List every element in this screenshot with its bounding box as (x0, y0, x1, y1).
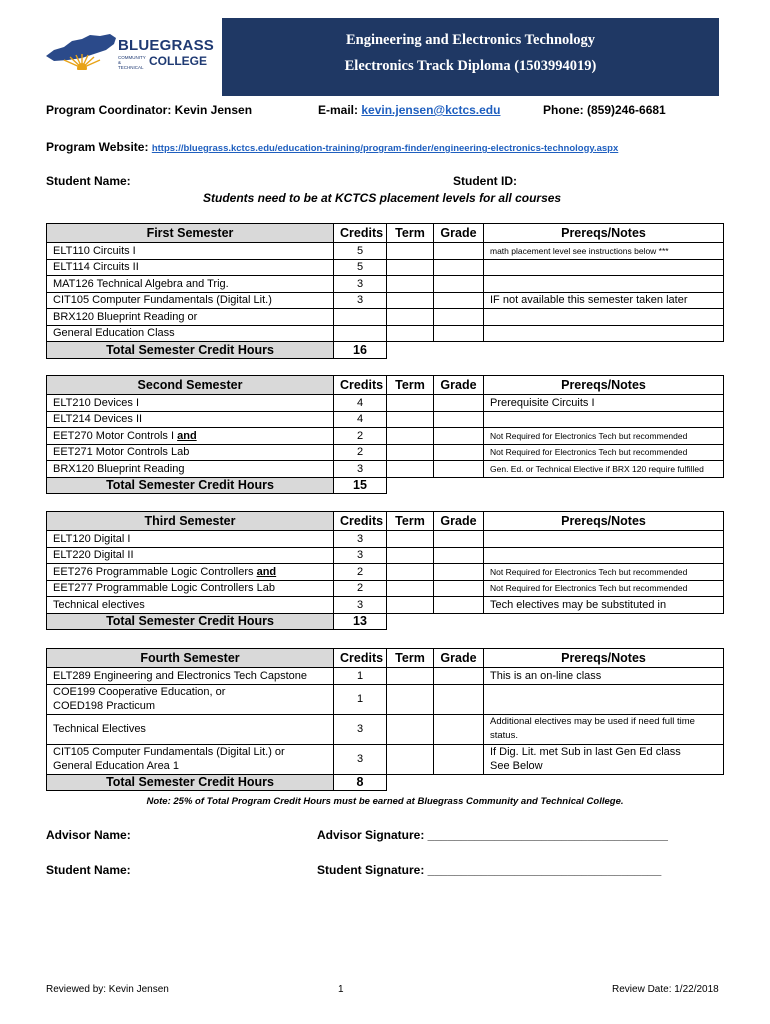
course-name (47, 668, 334, 685)
phone-number: Phone: (859)246-6681 (543, 103, 666, 117)
term-cell (387, 292, 434, 309)
table-row (47, 292, 724, 309)
notes-cell (484, 744, 724, 774)
grade-cell (434, 292, 484, 309)
total-row (47, 477, 724, 494)
empty-cell (484, 613, 724, 630)
table-row (47, 276, 724, 293)
course-line: ELT210 Devices I (53, 396, 140, 409)
notes-header: Prereqs/Notes (484, 649, 724, 668)
table-row (47, 444, 724, 461)
credits-cell: 3 (334, 744, 387, 774)
page-number: 1 (338, 984, 344, 995)
credits-cell: 3 (334, 547, 387, 564)
semester-table (46, 375, 724, 494)
table-header-row (47, 376, 724, 395)
note-line: Prerequisite Circuits I (490, 396, 595, 409)
empty-cell (434, 342, 484, 359)
notes-cell (484, 564, 724, 581)
grade-cell (434, 243, 484, 260)
table-row (47, 309, 724, 326)
logo-name: BLUEGRASS (118, 37, 214, 54)
term-cell (387, 243, 434, 260)
email-row (318, 103, 500, 117)
total-credits: 15 (334, 477, 387, 494)
course-name (47, 411, 334, 428)
table-row (47, 243, 724, 260)
notes-cell (484, 292, 724, 309)
website-link[interactable]: https://bluegrass.kctcs.edu/education-training/program-finder/engineering-electronics-technology.aspx (151, 143, 619, 154)
course-name (47, 428, 334, 445)
semester-title: First Semester (47, 224, 334, 243)
course-name (47, 744, 334, 774)
reviewed-by: Reviewed by: Kevin Jensen (46, 984, 169, 995)
notes-cell (484, 411, 724, 428)
course-and-emphasis: and (256, 565, 277, 578)
total-credits: 16 (334, 342, 387, 359)
grade-cell (434, 259, 484, 276)
review-date: Review Date: 1/22/2018 (612, 984, 719, 995)
credits-cell: 3 (334, 461, 387, 478)
credits-cell: 2 (334, 580, 387, 597)
note-line: If Dig. Lit. met Sub in last Gen Ed class (490, 746, 681, 758)
notes-cell (484, 444, 724, 461)
total-row (47, 774, 724, 791)
course-name (47, 547, 334, 564)
total-label: Total Semester Credit Hours (47, 477, 334, 494)
term-cell (387, 564, 434, 581)
semester-table (46, 223, 724, 359)
notes-cell (484, 597, 724, 614)
course-line: ELT114 Circuits II (53, 261, 139, 274)
notes-cell (484, 684, 724, 714)
student-name-label: Student Name: (46, 174, 131, 188)
credits-cell: 3 (334, 292, 387, 309)
course-name (47, 684, 334, 714)
course-line: COE199 Cooperative Education, or (53, 686, 226, 698)
term-header: Term (387, 224, 434, 243)
empty-cell (434, 774, 484, 791)
credits-header: Credits (334, 376, 387, 395)
note-line: This is an on-line class (490, 669, 602, 682)
notes-cell (484, 714, 724, 744)
grade-header: Grade (434, 649, 484, 668)
term-cell (387, 411, 434, 428)
course-name (47, 325, 334, 342)
empty-cell (484, 774, 724, 791)
empty-cell (387, 774, 434, 791)
course-name (47, 531, 334, 548)
course-line-2: General Education Area 1 (53, 760, 179, 772)
credit-hours-footnote: Note: 25% of Total Program Credit Hours must be earned at Bluegrass Community and Technical College. (146, 796, 624, 807)
term-cell (387, 444, 434, 461)
table-row (47, 580, 724, 597)
grade-cell (434, 597, 484, 614)
grade-cell (434, 411, 484, 428)
credits-cell: 1 (334, 668, 387, 685)
course-name (47, 597, 334, 614)
course-name (47, 714, 334, 744)
table-row (47, 428, 724, 445)
note-line: Not Required for Electronics Tech but recommended (490, 583, 688, 594)
logo-college: COLLEGE (149, 54, 208, 68)
grade-cell (434, 668, 484, 685)
website-label: Program Website: (46, 140, 149, 154)
course-name (47, 276, 334, 293)
course-line: CIT105 Computer Fundamentals (Digital Lit.) or (53, 746, 285, 758)
credits-cell: 2 (334, 564, 387, 581)
notes-cell (484, 428, 724, 445)
term-cell (387, 325, 434, 342)
grade-cell (434, 461, 484, 478)
credits-cell (334, 309, 387, 326)
credits-header: Credits (334, 649, 387, 668)
notes-cell (484, 276, 724, 293)
course-line: Technical Electives (53, 723, 146, 735)
term-cell (387, 259, 434, 276)
notes-cell (484, 461, 724, 478)
table-header-row (47, 224, 724, 243)
term-cell (387, 668, 434, 685)
table-row (47, 684, 724, 714)
notes-cell (484, 325, 724, 342)
term-cell (387, 744, 434, 774)
program-coordinator: Program Coordinator: Kevin Jensen (46, 103, 253, 117)
note-line: Not Required for Electronics Tech but recommended (490, 566, 688, 577)
notes-cell (484, 259, 724, 276)
term-cell (387, 531, 434, 548)
grade-cell (434, 684, 484, 714)
credits-cell: 1 (334, 684, 387, 714)
grade-cell (434, 395, 484, 412)
course-line: Technical electives (53, 598, 145, 611)
table-row (47, 714, 724, 744)
grade-cell (434, 547, 484, 564)
course-name (47, 292, 334, 309)
credits-cell: 5 (334, 243, 387, 260)
table-row (47, 564, 724, 581)
credits-cell: 2 (334, 444, 387, 461)
table-row (47, 461, 724, 478)
semester-title: Second Semester (47, 376, 334, 395)
course-line: BRX120 Blueprint Reading or (53, 310, 198, 323)
term-header: Term (387, 512, 434, 531)
course-line: ELT120 Digital I (53, 532, 131, 545)
logo-subtitle: COMMUNITY & TECHNICAL (118, 55, 146, 70)
total-credits: 13 (334, 613, 387, 630)
table-row (47, 597, 724, 614)
student-name-field-label: Student Name: (46, 863, 131, 877)
table-row (47, 744, 724, 774)
course-line: ELT110 Circuits I (53, 244, 136, 257)
total-credits: 8 (334, 774, 387, 791)
grade-cell (434, 428, 484, 445)
total-label: Total Semester Credit Hours (47, 774, 334, 791)
total-label: Total Semester Credit Hours (47, 613, 334, 630)
note-line-2: See Below (490, 760, 543, 772)
table-row (47, 395, 724, 412)
course-name (47, 461, 334, 478)
notes-header: Prereqs/Notes (484, 224, 724, 243)
term-cell (387, 461, 434, 478)
term-cell (387, 580, 434, 597)
email-label: E-mail: (318, 103, 359, 117)
notes-cell (484, 668, 724, 685)
empty-cell (387, 613, 434, 630)
notes-header: Prereqs/Notes (484, 512, 724, 531)
student-id-label: Student ID: (453, 174, 517, 188)
credits-cell: 3 (334, 597, 387, 614)
advisor-signature-line: Advisor Signature: ____________________________________ (317, 828, 668, 842)
course-line: BRX120 Blueprint Reading (53, 462, 185, 475)
credits-cell: 4 (334, 395, 387, 412)
note-line: IF not available this semester taken later (490, 294, 688, 307)
note-line: Not Required for Electronics Tech but recommended (490, 447, 688, 458)
note-line: Tech electives may be substituted in (490, 598, 667, 611)
course-line: EET277 Programmable Logic Controllers Lab (53, 582, 275, 595)
term-cell (387, 395, 434, 412)
student-signature-line: Student Signature: ___________________________________ (317, 863, 662, 877)
grade-cell (434, 580, 484, 597)
credits-cell: 4 (334, 411, 387, 428)
note-line: Additional electives may be used if need full time status. (490, 716, 695, 741)
term-cell (387, 597, 434, 614)
note-line: Not Required for Electronics Tech but recommended (490, 430, 688, 441)
empty-cell (434, 613, 484, 630)
term-cell (387, 276, 434, 293)
credits-cell: 2 (334, 428, 387, 445)
course-line: General Education Class (53, 327, 175, 340)
website-row (46, 140, 618, 154)
grade-header: Grade (434, 512, 484, 531)
credits-cell (334, 325, 387, 342)
table-row (47, 325, 724, 342)
empty-cell (387, 477, 434, 494)
term-header: Term (387, 649, 434, 668)
total-label: Total Semester Credit Hours (47, 342, 334, 359)
notes-cell (484, 309, 724, 326)
table-row (47, 531, 724, 548)
course-name (47, 564, 334, 581)
course-name (47, 580, 334, 597)
course-name (47, 309, 334, 326)
table-row (47, 411, 724, 428)
term-cell (387, 714, 434, 744)
credits-header: Credits (334, 224, 387, 243)
course-line: EET276 Programmable Logic Controllers (53, 565, 257, 578)
advisor-name-label: Advisor Name: (46, 828, 131, 842)
credits-cell: 3 (334, 714, 387, 744)
course-name (47, 395, 334, 412)
credits-cell: 3 (334, 531, 387, 548)
course-line: ELT289 Engineering and Electronics Tech Capstone (53, 669, 307, 682)
note-line: Gen. Ed. or Technical Elective if BRX 120 require fulfilled (490, 463, 704, 474)
course-line: EET271 Motor Controls Lab (53, 446, 190, 459)
course-line-2: COED198 Practicum (53, 700, 156, 712)
note-line: math placement level see instructions below *** (490, 245, 669, 256)
course-line: EET270 Motor Controls I (53, 429, 178, 442)
college-logo (44, 30, 224, 74)
term-cell (387, 547, 434, 564)
term-cell (387, 428, 434, 445)
notes-cell (484, 580, 724, 597)
title-banner (222, 18, 719, 96)
grade-cell (434, 444, 484, 461)
kentucky-sunburst-icon (44, 30, 119, 70)
credits-header: Credits (334, 512, 387, 531)
empty-cell (484, 342, 724, 359)
notes-cell (484, 395, 724, 412)
semester-table (46, 511, 724, 630)
notes-cell (484, 531, 724, 548)
term-cell (387, 684, 434, 714)
grade-cell (434, 744, 484, 774)
table-row (47, 259, 724, 276)
grade-cell (434, 309, 484, 326)
program-title: Engineering and Electronics Technology (345, 32, 596, 48)
placement-note: Students need to be at KCTCS placement levels for all courses (203, 191, 562, 205)
empty-cell (484, 477, 724, 494)
semester-title: Fourth Semester (47, 649, 334, 668)
course-line: MAT126 Technical Algebra and Trig. (53, 277, 229, 290)
term-header: Term (387, 376, 434, 395)
table-header-row (47, 512, 724, 531)
course-line: ELT214 Devices II (53, 413, 143, 426)
credits-cell: 3 (334, 276, 387, 293)
semester-title: Third Semester (47, 512, 334, 531)
course-name (47, 259, 334, 276)
course-name (47, 444, 334, 461)
notes-header: Prereqs/Notes (484, 376, 724, 395)
course-and-emphasis: and (177, 429, 197, 442)
grade-cell (434, 325, 484, 342)
term-cell (387, 309, 434, 326)
grade-cell (434, 714, 484, 744)
table-header-row (47, 649, 724, 668)
grade-cell (434, 276, 484, 293)
email-link[interactable]: kevin.jensen@kctcs.edu (361, 103, 501, 117)
credits-cell: 5 (334, 259, 387, 276)
grade-header: Grade (434, 376, 484, 395)
total-row (47, 342, 724, 359)
table-row (47, 547, 724, 564)
notes-cell (484, 547, 724, 564)
course-line: CIT105 Computer Fundamentals (Digital Lit.) (53, 294, 272, 307)
course-name (47, 243, 334, 260)
program-subtitle: Electronics Track Diploma (1503994019) (344, 58, 597, 74)
total-row (47, 613, 724, 630)
semester-table (46, 648, 724, 791)
table-row (47, 668, 724, 685)
notes-cell (484, 243, 724, 260)
empty-cell (434, 477, 484, 494)
grade-header: Grade (434, 224, 484, 243)
grade-cell (434, 531, 484, 548)
grade-cell (434, 564, 484, 581)
empty-cell (387, 342, 434, 359)
course-line: ELT220 Digital II (53, 549, 134, 562)
